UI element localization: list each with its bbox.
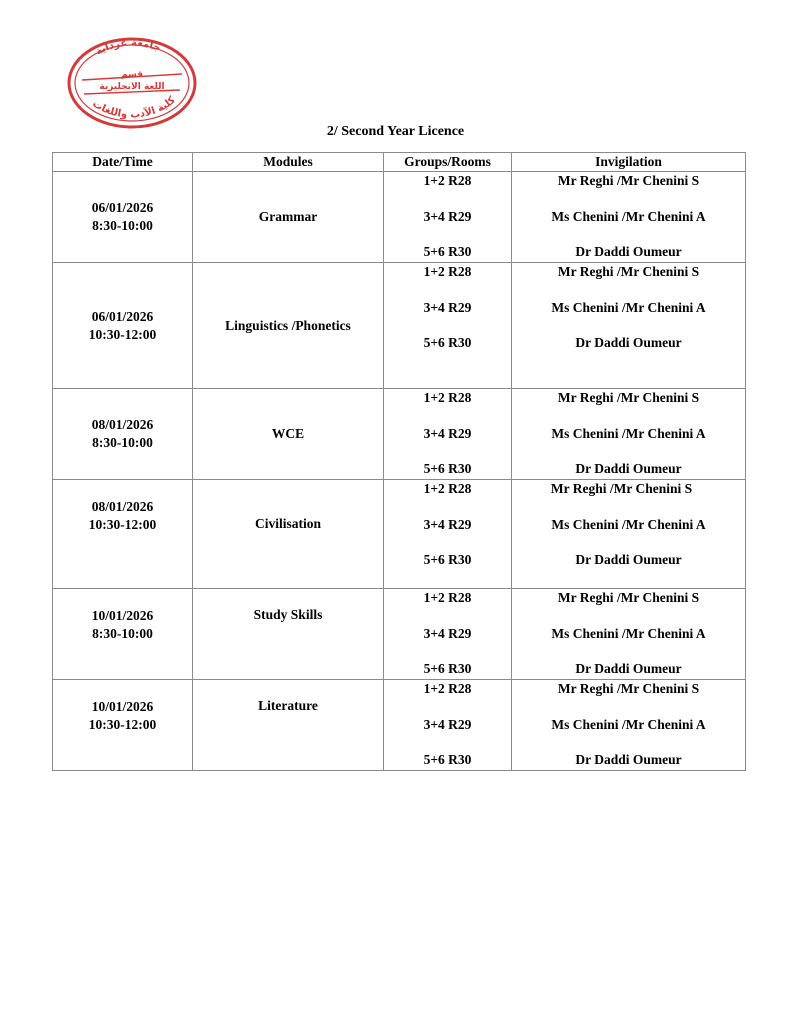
- exam-date: 06/01/2026: [91, 308, 154, 324]
- table-header-row: [53, 153, 746, 172]
- date-cell: [53, 480, 193, 589]
- invigilator: Dr Daddi Oumeur: [575, 552, 682, 567]
- date-cell: [53, 589, 193, 680]
- invigilation-cell: [512, 389, 746, 480]
- module-cell: Grammar: [193, 172, 384, 263]
- table-row: [53, 589, 746, 680]
- invigilator: Dr Daddi Oumeur: [575, 244, 682, 259]
- invigilator: Ms Chenini /Mr Chenini A: [551, 209, 706, 224]
- groups-cell: [384, 172, 512, 263]
- module-cell: [193, 480, 384, 589]
- date-cell: [53, 263, 193, 389]
- module-label: Literature: [258, 698, 318, 713]
- group-room: 3+4 R29: [423, 300, 472, 315]
- module-label: Study Skills: [253, 607, 323, 622]
- exam-time: 8:30-10:00: [92, 626, 153, 641]
- exam-date: 06/01/2026: [91, 200, 154, 215]
- invigilator: Dr Daddi Oumeur: [575, 752, 682, 767]
- header-date: Date/Time: [53, 153, 193, 172]
- header-groups: Groups/Rooms: [384, 153, 512, 172]
- group-room: 5+6 R30: [423, 244, 472, 259]
- table-row: [53, 680, 746, 771]
- date-cell: [53, 680, 193, 771]
- group-room: 5+6 R30: [423, 335, 472, 350]
- group-room: 1+2 R28: [423, 173, 472, 188]
- stamp-text-top: جامعة غرداية: [93, 37, 163, 58]
- document-title: [0, 122, 791, 142]
- invigilation-cell: [512, 172, 746, 263]
- table-row: [53, 480, 746, 589]
- groups-cell: [384, 480, 512, 589]
- group-room: 5+6 R30: [423, 552, 472, 567]
- invigilation-cell: [512, 480, 746, 589]
- group-room: 3+4 R29: [423, 517, 472, 532]
- group-room: 5+6 R30: [423, 752, 472, 767]
- group-room: 1+2 R28: [423, 681, 472, 696]
- invigilator: Mr Reghi /Mr Chenini S: [550, 481, 693, 496]
- svg-text:جامعة غرداية: [94, 38, 162, 58]
- header-modules: Modules: [193, 153, 384, 172]
- exam-time: 10:30-12:00: [88, 326, 157, 342]
- invigilator: Ms Chenini /Mr Chenini A: [551, 626, 706, 641]
- groups-cell: [384, 589, 512, 680]
- invigilator: Dr Daddi Oumeur: [575, 335, 682, 350]
- exam-time: 8:30-10:00: [92, 435, 153, 450]
- group-room: 5+6 R30: [423, 661, 472, 676]
- invigilator: Dr Daddi Oumeur: [575, 461, 682, 476]
- module-label: Civilisation: [254, 516, 321, 531]
- group-room: 3+4 R29: [423, 717, 472, 732]
- document-title-text: 2/ Second Year Licence: [326, 124, 465, 139]
- date-cell: [53, 389, 193, 480]
- group-room: 5+6 R30: [423, 461, 472, 476]
- groups-cell: [384, 263, 512, 389]
- group-room: 3+4 R29: [423, 209, 472, 224]
- group-room: 3+4 R29: [423, 426, 472, 441]
- invigilator: Mr Reghi /Mr Chenini S: [557, 390, 700, 405]
- exam-date: 10/01/2026: [91, 608, 154, 623]
- invigilator: Ms Chenini /Mr Chenini A: [551, 517, 706, 532]
- date-cell: [53, 172, 193, 263]
- group-room: 3+4 R29: [423, 626, 472, 641]
- invigilator: Ms Chenini /Mr Chenini A: [551, 300, 706, 315]
- group-room: 1+2 R28: [423, 481, 472, 496]
- exam-date: 08/01/2026: [91, 417, 154, 432]
- group-room: 1+2 R28: [423, 390, 472, 405]
- header-invigilation: Invigilation: [512, 153, 746, 172]
- module-cell: [193, 680, 384, 771]
- table-row: [53, 263, 746, 389]
- invigilator: Mr Reghi /Mr Chenini S: [557, 681, 700, 696]
- invigilator: Ms Chenini /Mr Chenini A: [551, 426, 706, 441]
- invigilator: Ms Chenini /Mr Chenini A: [551, 717, 706, 732]
- department-stamp: [66, 36, 198, 130]
- module-cell: Linguistics /Phonetics: [193, 263, 384, 389]
- module-cell: WCE: [193, 389, 384, 480]
- exam-time: 8:30-10:00: [92, 218, 153, 233]
- exam-date: 08/01/2026: [91, 499, 154, 514]
- group-room: 1+2 R28: [423, 590, 472, 605]
- invigilator: Mr Reghi /Mr Chenini S: [557, 173, 700, 188]
- stamp-text-middle-1: قسم: [120, 70, 144, 80]
- group-room: 1+2 R28: [423, 264, 472, 279]
- exam-time: 10:30-12:00: [88, 717, 157, 732]
- invigilation-cell: [512, 589, 746, 680]
- invigilator: Mr Reghi /Mr Chenini S: [557, 264, 700, 279]
- exam-time: 10:30-12:00: [88, 517, 157, 532]
- module-cell: [193, 589, 384, 680]
- invigilation-cell: [512, 680, 746, 771]
- exam-date: 10/01/2026: [91, 699, 154, 714]
- groups-cell: [384, 389, 512, 480]
- groups-cell: [384, 680, 512, 771]
- table-row: [53, 389, 746, 480]
- invigilator: Dr Daddi Oumeur: [575, 661, 682, 676]
- invigilator: Mr Reghi /Mr Chenini S: [557, 590, 700, 605]
- stamp-text-middle-2: اللغة الانجليزية: [99, 82, 165, 92]
- stamp-text-bottom: كلية الآدب واللغات: [90, 94, 178, 121]
- table-row: [53, 172, 746, 263]
- exam-schedule-table: [52, 152, 746, 771]
- invigilation-cell: [512, 263, 746, 389]
